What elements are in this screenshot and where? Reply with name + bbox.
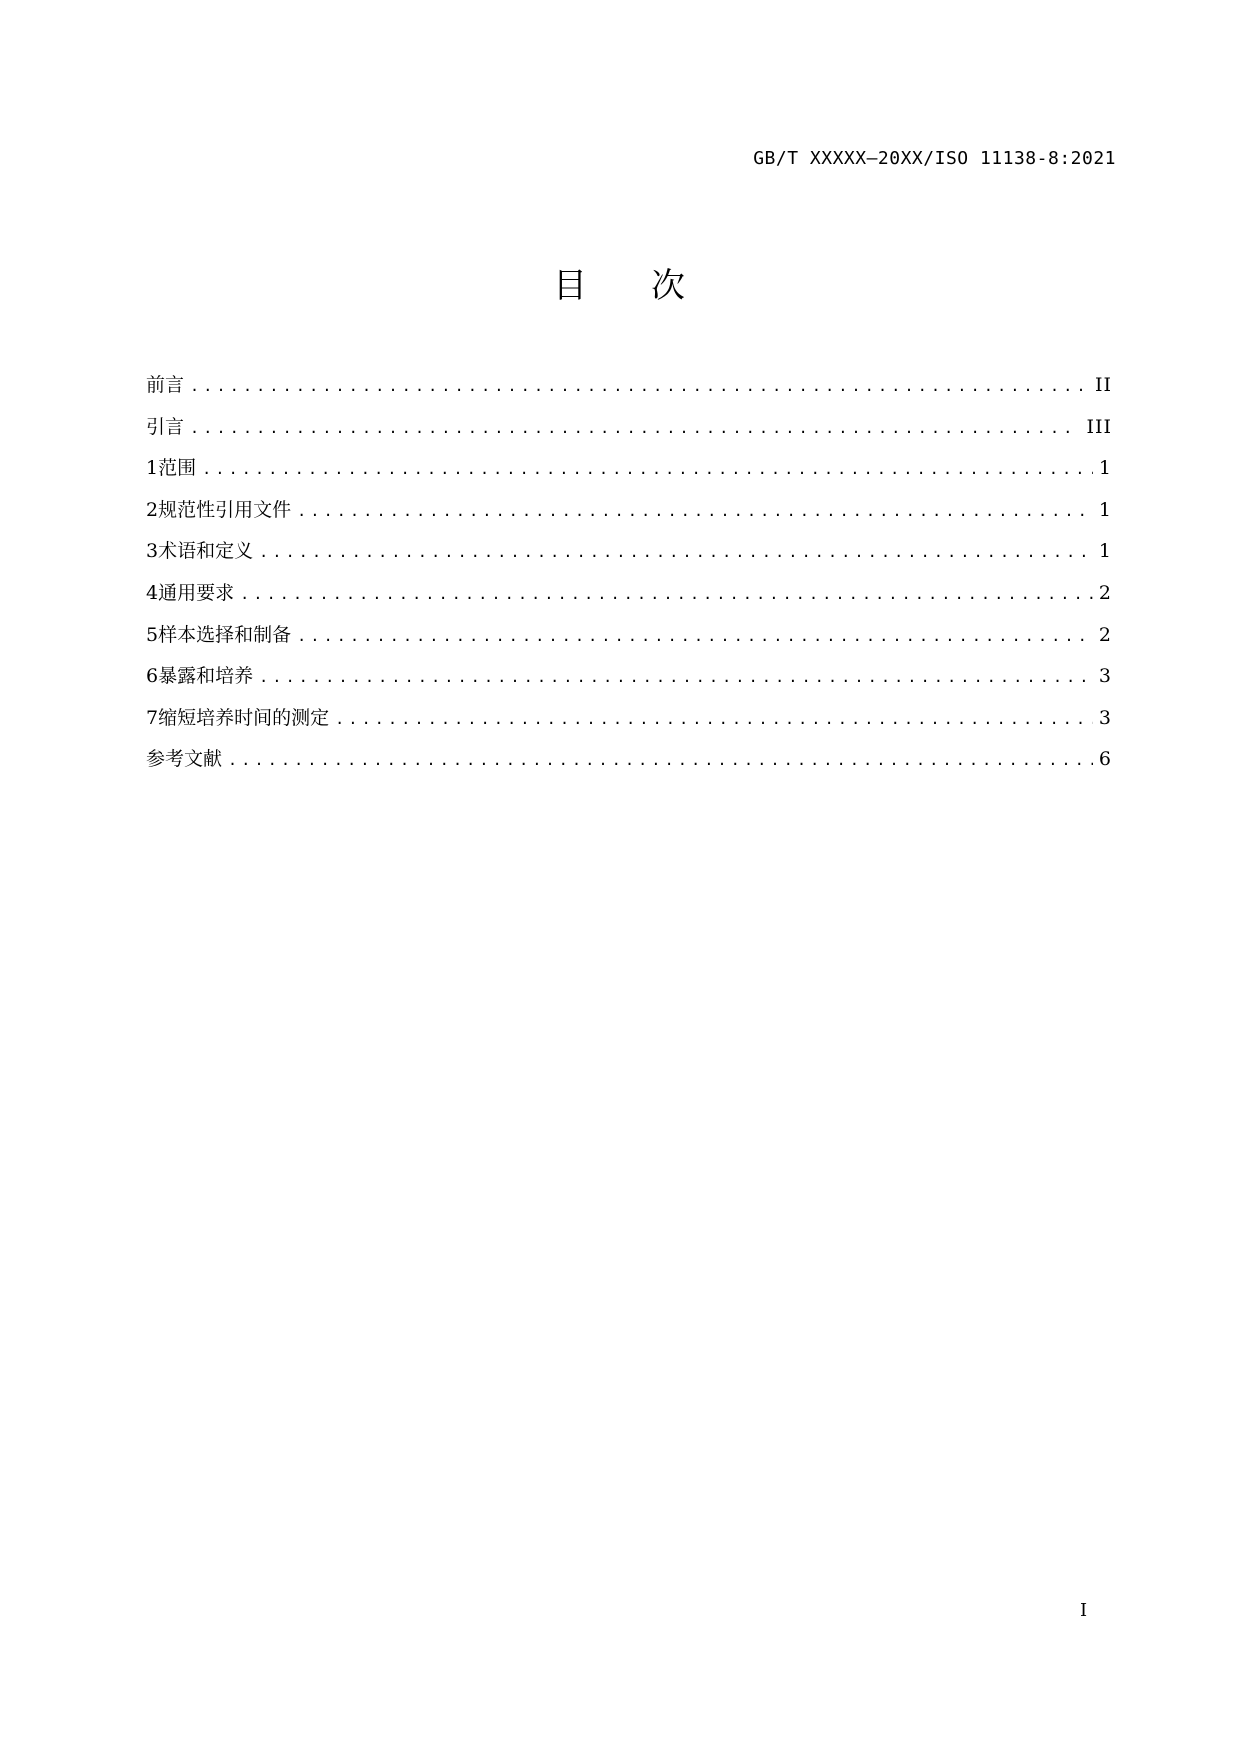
toc-entry-label: 规范性引用文件 [158,498,292,521]
dot-leader [228,751,1093,769]
toc-entry-terms-definitions[interactable] [146,536,1112,578]
page-title [0,258,1240,307]
dot-leader [335,710,1093,728]
toc-entry-number: 7 [146,706,159,729]
title-char-1: 目 [553,266,589,306]
toc-entry-normative-references[interactable] [146,495,1112,537]
dot-leader [190,377,1089,395]
toc-entry-scope[interactable] [146,453,1112,495]
toc-entry-page: 3 [1098,706,1112,729]
toc-entry-page: 3 [1098,665,1112,688]
dot-leader [297,627,1093,645]
toc-entry-page: III [1086,415,1112,438]
toc-entry-label: 参考文献 [146,748,223,771]
toc-entry-foreword[interactable] [146,370,1112,412]
toc-entry-number: 6 [146,665,159,688]
dot-leader [202,460,1093,478]
toc-entry-label: 暴露和培养 [158,665,254,688]
toc-entry-number: 4 [146,581,159,604]
toc-entry-label: 前言 [146,374,185,396]
toc-entry-reduced-incubation-time[interactable] [146,703,1112,745]
toc-entry-page: 1 [1098,498,1112,521]
toc-entry-sample-selection[interactable] [146,620,1112,662]
toc-entry-label: 范围 [158,457,197,480]
table-of-contents [146,370,1112,786]
toc-entry-number: 1 [146,457,159,480]
page-number: I [1080,1600,1088,1621]
toc-entry-page: 1 [1098,457,1112,480]
toc-entry-label: 引言 [146,415,185,438]
dot-leader [240,585,1093,603]
document-number: GB/T XXXXX—20XX/ISO 11138-8:2021 [753,148,1116,169]
dot-leader [259,543,1093,561]
title-char-2: 次 [651,266,687,306]
dot-leader [297,502,1093,520]
toc-entry-page: 6 [1098,748,1112,771]
toc-entry-exposure-incubation[interactable] [146,661,1112,703]
toc-entry-general-requirements[interactable] [146,578,1112,620]
toc-entry-page: 2 [1098,623,1112,646]
toc-entry-label: 样本选择和制备 [158,623,292,646]
dot-leader [190,419,1080,437]
toc-entry-label: 缩短培养时间的测定 [158,706,330,729]
toc-entry-number: 3 [146,540,159,563]
toc-entry-number: 2 [146,498,159,521]
toc-entry-page: 1 [1098,540,1112,563]
dot-leader [259,668,1093,686]
toc-entry-bibliography[interactable] [146,744,1112,786]
toc-entry-page: 2 [1098,581,1112,604]
toc-entry-number: 5 [146,623,159,646]
toc-entry-page: II [1094,374,1112,396]
toc-entry-label: 术语和定义 [158,540,254,563]
toc-entry-label: 通用要求 [158,581,235,604]
toc-entry-introduction[interactable] [146,412,1112,454]
